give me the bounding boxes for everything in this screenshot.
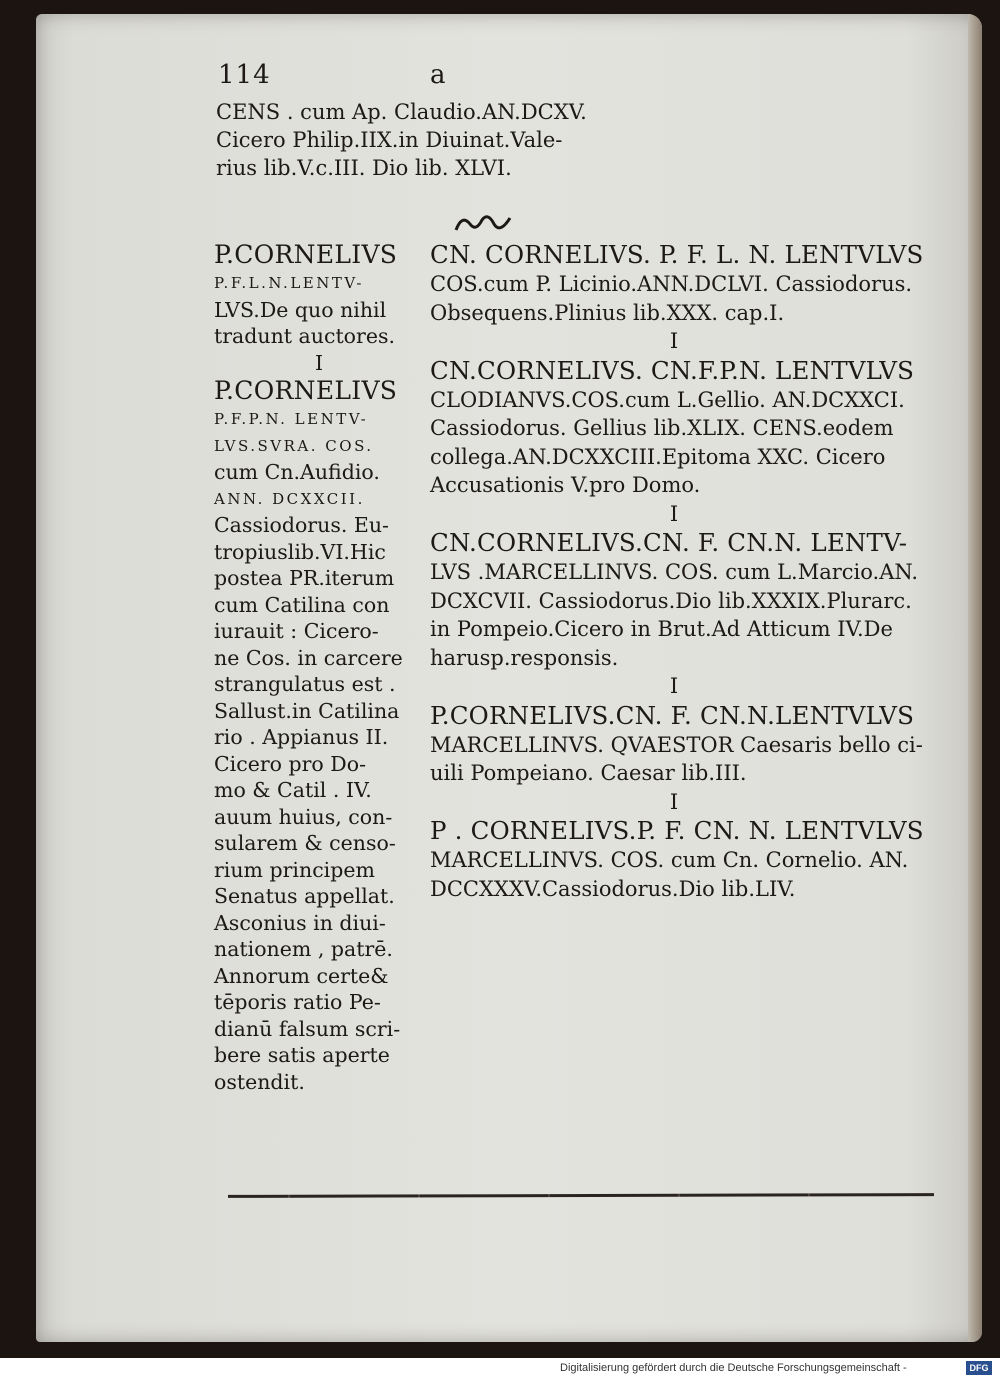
entry-heading: CN. CORNELIVS. P. F. L. N. LENTVLVS [430, 240, 924, 269]
text-line: LVS.De quo nihil [214, 297, 387, 322]
footer-credit: Digitalisierung gefördert durch die Deutsche Forschungsgemeinschaft - [560, 1362, 907, 1374]
entry-heading: CN.CORNELIVS.CN. F. CN.N. LENTV- [430, 528, 908, 557]
text-line: collega.AN.DCXXCIII.Epitoma XXC. Cicero [430, 444, 886, 469]
text-line: Cicero pro Do- [214, 751, 366, 776]
entry-heading: P.CORNELIVS [214, 376, 398, 405]
text-line: Sallust.in Catilina [214, 698, 400, 723]
text-line: Senatus appellat. [214, 884, 395, 908]
text-line: ANN. DCXXCII. [214, 489, 365, 508]
text-line: ne Cos. in carcere [214, 645, 403, 670]
text-line: MARCELLINVS. COS. cum Cn. Cornelio. AN. [430, 848, 909, 872]
text-line: P.F.L.N.LENTV- [214, 274, 364, 292]
section-divider: I [669, 674, 679, 698]
continuation-text [216, 98, 616, 182]
text-line: Asconius in diui- [214, 910, 386, 935]
entry-heading: P . CORNELIVS.P. F. CN. N. LENTVLVS [430, 816, 924, 845]
left-column [214, 240, 424, 1095]
text-line: postea PR.iterum [214, 566, 395, 590]
text-line: bere satis aperte [214, 1043, 390, 1067]
text-line: CENS . cum Ap. Claudio.AN.DCXV. [216, 100, 587, 124]
entry-heading: CN.CORNELIVS. CN.F.P.N. LENTVLVS [430, 355, 915, 385]
text-line: MARCELLINVS. QVAESTOR Caesaris bello ci- [430, 732, 923, 757]
text-line: rium principem [214, 857, 375, 882]
text-line: iurauit : Cicero- [214, 619, 379, 643]
text-line: Obsequens.Plinius lib.XXX. cap.I. [430, 300, 785, 325]
text-line: CLODIANVS.COS.cum L.Gellio. AN.DCXXCI. [430, 387, 905, 412]
text-line: DCXCVII. Cassiodorus.Dio lib.XXXIX.Plurarc. [430, 588, 912, 613]
text-line: DCCXXXV.Cassiodorus.Dio lib.LIV. [430, 876, 796, 901]
text-line: cum Catilina con [214, 592, 390, 617]
text-line: in Pompeio.Cicero in Brut.Ad Atticum IV.De [430, 617, 893, 641]
entry-heading: P.CORNELIVS.CN. F. CN.N.LENTVLVS [430, 700, 915, 730]
text-line: Cassiodorus. Gellius lib.XLIX. CENS.eodem [430, 416, 894, 440]
section-divider: I [669, 789, 679, 814]
signature-mark: a [430, 60, 446, 90]
text-line: LVS .MARCELLINVS. COS. cum L.Marcio.AN. [430, 560, 919, 584]
section-divider: I [314, 350, 324, 375]
text-line: strangulatus est . [214, 672, 396, 696]
text-line: rio . Appianus II. [214, 725, 389, 749]
page-gutter-shadow [968, 14, 982, 1342]
text-line: tēporis ratio Pe- [214, 990, 381, 1014]
text-line: Cicero Philip.IIX.in Diuinat.Vale- [216, 128, 563, 152]
text-line: rius lib.V.c.III. Dio lib. XLVI. [216, 156, 512, 180]
section-divider: I [669, 329, 679, 353]
right-column [430, 240, 938, 903]
text-line: tradunt auctores. [214, 324, 395, 348]
text-line: auum huius, con- [214, 804, 393, 829]
text-line: harusp.responsis. [430, 645, 619, 670]
ornament-icon [454, 210, 512, 236]
text-line: sularem & censo- [214, 831, 396, 855]
text-line: nationem , patrē. [214, 937, 393, 961]
text-line: COS.cum P. Licinio.ANN.DCLVI. Cassiodorus. [430, 272, 913, 296]
text-line: tropiuslib.VI.Hic [214, 539, 386, 564]
text-line: P.F.P.N. LENTV- [214, 410, 369, 428]
text-line: mo & Catil . IV. [214, 778, 372, 802]
text-line: uili Pompeiano. Caesar lib.III. [430, 761, 747, 785]
text-line: Cassiodorus. Eu- [214, 513, 389, 537]
text-line: cum Cn.Aufidio. [214, 460, 380, 484]
text-line: ostendit. [214, 1069, 305, 1094]
section-divider: I [669, 501, 679, 526]
text-line: LVS.SVRA. COS. [214, 436, 374, 455]
text-line: dianū falsum scri- [214, 1016, 401, 1041]
text-line: Accusationis V.pro Domo. [430, 473, 701, 497]
page-number: 114 [218, 60, 271, 90]
entry-heading: P.CORNELIVS [214, 240, 398, 269]
dfg-logo: DFG [966, 1361, 992, 1375]
text-line: Annorum certe& [214, 963, 389, 988]
